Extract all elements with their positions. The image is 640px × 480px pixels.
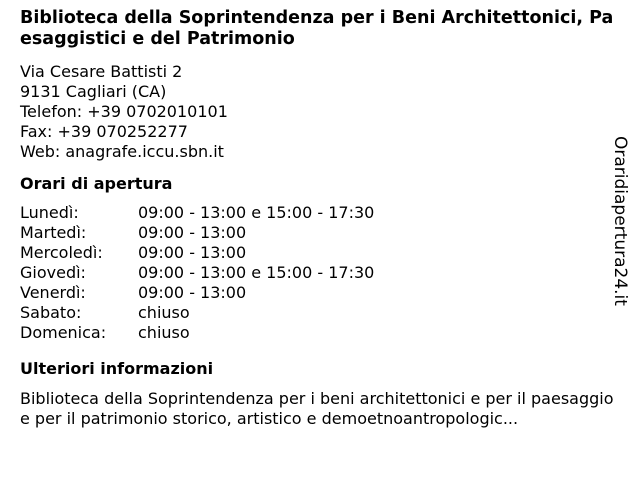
day-hours: 09:00 - 13:00 [138,283,247,302]
day-hours: 09:00 - 13:00 [138,223,247,242]
day-hours: 09:00 - 13:00 [138,243,247,262]
opening-hours-heading: Orari di apertura [20,174,173,193]
fax-number: Fax: +39 070252277 [20,122,188,141]
day-label: Sabato: [20,303,82,322]
hours-row-sunday [20,323,615,343]
day-label: Lunedì: [20,203,79,222]
day-label: Domenica: [20,323,107,342]
more-info-heading: Ulteriori informazioni [20,359,214,378]
website: Web: anagrafe.iccu.sbn.it [20,142,224,161]
day-label: Venerdì: [20,283,86,302]
hours-row-saturday [20,303,615,323]
day-hours: 09:00 - 13:00 e 15:00 - 17:30 [138,203,375,222]
hours-row-tuesday [20,223,615,243]
brand-watermark: Oraridiapertura24.it [610,136,630,306]
day-hours: chiuso [138,323,190,342]
street-address: Via Cesare Battisti 2 [20,62,183,81]
hours-row-friday [20,283,615,303]
day-hours: chiuso [138,303,190,322]
more-info-text: Biblioteca della Soprintendenza per i beni architettonici e per il paesaggio e per il patrimonio storico, artistico e demoetnoantropologic... [20,389,614,428]
hours-row-wednesday [20,243,615,263]
day-label: Giovedì: [20,263,86,282]
day-label: Mercoledì: [20,243,103,262]
phone-number: Telefon: +39 0702010101 [20,102,228,121]
day-hours: 09:00 - 13:00 e 15:00 - 17:30 [138,263,375,282]
library-title: Biblioteca della Soprintendenza per i Beni Architettonici, Paesaggistici e del Patrimonio [20,8,614,49]
hours-row-thursday [20,263,615,283]
library-info-card [20,8,615,429]
day-label: Martedì: [20,223,87,242]
city-address: 9131 Cagliari (CA) [20,82,167,101]
opening-hours-table [20,203,615,343]
hours-row-monday [20,203,615,223]
address-block [20,62,615,162]
